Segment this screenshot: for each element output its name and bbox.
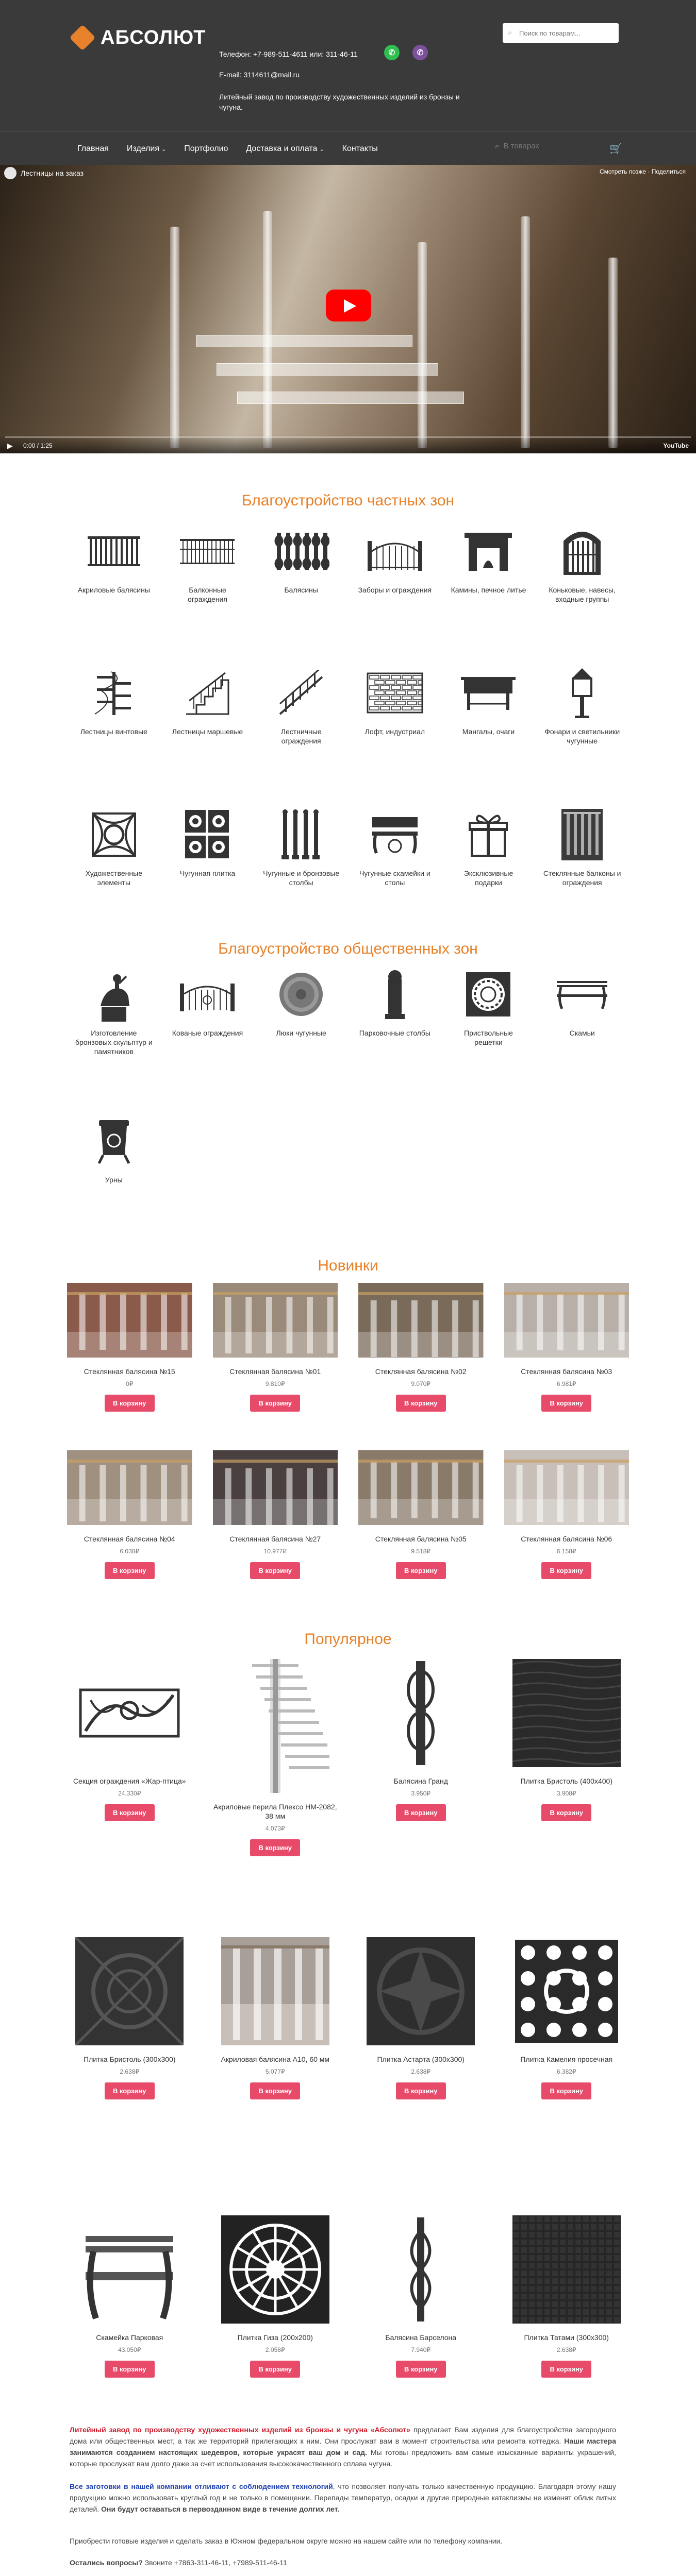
nav-portfolio[interactable]: Портфолио bbox=[184, 144, 228, 153]
popular-products bbox=[67, 1659, 629, 2494]
category-label[interactable]: Коньковые, навесы, входные группы bbox=[549, 586, 616, 603]
product-image[interactable] bbox=[512, 1937, 621, 2045]
nav-products[interactable]: Изделия ⌄ bbox=[126, 144, 167, 153]
public-category[interactable] bbox=[535, 969, 629, 1115]
product-name[interactable]: Стеклянная балясина №04 bbox=[84, 1535, 175, 1543]
product-name[interactable]: Плитка Бристоль (300х300) bbox=[84, 2055, 176, 2063]
about-paragraph-3: Приобрести готовые изделия и сделать заказ в Южном федеральном округе можно на нашем сайте или по телефону компании. bbox=[70, 2537, 503, 2545]
category-label[interactable]: Скамьи bbox=[569, 1029, 595, 1037]
header-search-input[interactable] bbox=[503, 23, 619, 43]
category-label[interactable]: Изготовление бронзовых скульптур и памятников bbox=[75, 1029, 153, 1056]
product-image[interactable] bbox=[221, 1937, 329, 2045]
product-price: 3.908₽ bbox=[556, 1790, 576, 1797]
cart-icon[interactable]: 🛒 bbox=[609, 143, 622, 155]
private-category[interactable] bbox=[535, 809, 629, 951]
about-text bbox=[70, 2424, 616, 2568]
add-to-cart-button[interactable]: В корзину bbox=[250, 1839, 300, 1856]
category-label[interactable]: Лестницы маршевые bbox=[172, 727, 243, 736]
product-card bbox=[358, 1283, 484, 1450]
product-price: 6.981₽ bbox=[556, 1380, 576, 1387]
product-name[interactable]: Стеклянная балясина №03 bbox=[521, 1367, 612, 1376]
forged-fence-icon[interactable] bbox=[161, 969, 255, 1020]
private-category[interactable] bbox=[67, 809, 161, 951]
chevron-down-icon: ⌄ bbox=[319, 146, 324, 152]
product-price: 9.810₽ bbox=[265, 1380, 285, 1387]
product-image[interactable] bbox=[504, 1450, 629, 1525]
private-category[interactable] bbox=[348, 809, 442, 951]
product-image[interactable] bbox=[75, 2215, 184, 2324]
product-price: 2.638₽ bbox=[556, 2346, 576, 2353]
category-label[interactable]: Эксклюзивные подарки bbox=[463, 869, 513, 887]
header-phone: Телефон: +7-989-511-4611 или: 311-46-11 bbox=[219, 50, 358, 58]
urn-icon[interactable] bbox=[67, 1115, 161, 1167]
add-to-cart-button[interactable]: В корзину bbox=[396, 1804, 446, 1821]
product-price: 4.073₽ bbox=[265, 1825, 285, 1832]
spiral-stair-icon[interactable] bbox=[67, 667, 161, 719]
product-price: 7.940₽ bbox=[411, 2346, 431, 2353]
video-time: 0:00 / 1:25 bbox=[23, 442, 53, 449]
private-category[interactable] bbox=[161, 667, 255, 809]
product-card bbox=[504, 1937, 629, 2215]
add-to-cart-button[interactable]: В корзину bbox=[396, 2082, 446, 2099]
product-card bbox=[67, 1937, 192, 2215]
public-category[interactable] bbox=[348, 969, 442, 1115]
product-price: 43.050₽ bbox=[118, 2346, 141, 2353]
art-element-icon[interactable] bbox=[67, 809, 161, 860]
category-label[interactable]: Чугунные и бронзовые столбы bbox=[263, 869, 340, 887]
grill-icon[interactable] bbox=[442, 667, 536, 719]
category-label[interactable]: Урны bbox=[105, 1176, 123, 1184]
acrylic-baluster-icon[interactable] bbox=[67, 526, 161, 577]
statue-icon[interactable] bbox=[67, 969, 161, 1020]
glass-railing-icon[interactable] bbox=[535, 809, 629, 860]
category-label[interactable]: Стеклянные балконы и ограждения bbox=[543, 869, 621, 887]
category-label[interactable]: Камины, печное литье bbox=[451, 586, 526, 594]
park-bench-icon[interactable] bbox=[535, 969, 629, 1020]
logo-icon bbox=[70, 25, 96, 51]
add-to-cart-button[interactable]: В корзину bbox=[396, 1562, 446, 1579]
balcony-railing-icon[interactable] bbox=[161, 526, 255, 577]
add-to-cart-button[interactable]: В корзину bbox=[541, 1395, 591, 1412]
header-email: E-mail: 3114611@mail.ru bbox=[219, 71, 300, 79]
product-name[interactable]: Стеклянная балясина №27 bbox=[229, 1535, 321, 1543]
bollard-icon[interactable] bbox=[348, 969, 442, 1020]
new-products bbox=[67, 1283, 629, 1618]
public-categories bbox=[67, 969, 629, 1262]
product-price: 24.330₽ bbox=[118, 1790, 141, 1797]
category-label[interactable]: Акриловые балясины bbox=[77, 586, 150, 594]
product-name[interactable]: Акриловые перила Плексо НМ-2082, 38 мм bbox=[213, 1803, 337, 1820]
private-category[interactable] bbox=[442, 526, 536, 667]
chevron-down-icon: ⌄ bbox=[161, 146, 167, 152]
category-label[interactable]: Кованые ограждения bbox=[172, 1029, 243, 1037]
product-card bbox=[504, 1450, 629, 1618]
product-image[interactable] bbox=[358, 1283, 484, 1358]
category-label[interactable]: Чугунные скамейки и столы bbox=[359, 869, 430, 887]
header bbox=[0, 0, 696, 131]
product-card bbox=[213, 1450, 338, 1618]
product-name[interactable]: Акриловая балясина А10, 60 мм bbox=[221, 2055, 330, 2063]
category-label[interactable]: Заборы и ограждения bbox=[358, 586, 432, 594]
product-name[interactable]: Балясина Барселона bbox=[385, 2333, 457, 2342]
product-card bbox=[213, 1937, 338, 2215]
add-to-cart-button[interactable]: В корзину bbox=[105, 1395, 155, 1412]
product-price: 2.638₽ bbox=[120, 2068, 140, 2075]
add-to-cart-button[interactable]: В корзину bbox=[250, 1395, 300, 1412]
add-to-cart-button[interactable]: В корзину bbox=[105, 1562, 155, 1579]
private-category[interactable] bbox=[535, 667, 629, 809]
private-categories bbox=[67, 526, 629, 951]
product-name[interactable]: Плитка Астарта (300х300) bbox=[377, 2055, 465, 2063]
video-player[interactable] bbox=[0, 165, 696, 453]
whatsapp-icon[interactable]: ✆ bbox=[384, 45, 400, 60]
product-price: 2.638₽ bbox=[411, 2068, 431, 2075]
private-category[interactable] bbox=[161, 526, 255, 667]
private-category[interactable] bbox=[67, 526, 161, 667]
product-card bbox=[67, 1283, 192, 1450]
add-to-cart-button[interactable]: В корзину bbox=[541, 1804, 591, 1821]
product-price: 5.077₽ bbox=[265, 2068, 285, 2075]
product-image[interactable] bbox=[75, 1937, 184, 2045]
product-card bbox=[213, 1659, 338, 1937]
section-title-popular: Популярное bbox=[304, 1631, 392, 1648]
nav-search-input[interactable] bbox=[503, 142, 581, 150]
add-to-cart-button[interactable]: В корзину bbox=[250, 1562, 300, 1579]
public-category[interactable] bbox=[67, 969, 161, 1115]
product-card bbox=[358, 1937, 484, 2215]
gift-icon[interactable] bbox=[442, 809, 536, 860]
category-label[interactable]: Лофт, индустриал bbox=[364, 727, 425, 736]
video-controls bbox=[0, 435, 696, 453]
add-to-cart-button[interactable]: В корзину bbox=[541, 2082, 591, 2099]
product-card bbox=[213, 1283, 338, 1450]
public-category[interactable] bbox=[67, 1115, 161, 1262]
product-image[interactable] bbox=[213, 1283, 338, 1358]
private-category[interactable] bbox=[442, 809, 536, 951]
private-category[interactable] bbox=[348, 667, 442, 809]
tree-grate-icon[interactable] bbox=[442, 969, 536, 1020]
product-price: 6.038₽ bbox=[120, 1548, 140, 1555]
nav-search[interactable] bbox=[495, 142, 581, 150]
category-label[interactable]: Мангалы, очаги bbox=[462, 727, 515, 736]
product-image[interactable] bbox=[358, 1450, 484, 1525]
product-card bbox=[67, 1659, 192, 1937]
product-image[interactable] bbox=[221, 1659, 329, 1793]
product-name[interactable]: Стеклянная балясина №02 bbox=[375, 1367, 467, 1376]
public-category[interactable] bbox=[442, 969, 536, 1115]
product-image[interactable] bbox=[367, 1659, 475, 1767]
product-image[interactable] bbox=[512, 1659, 621, 1767]
baluster-icon[interactable] bbox=[254, 526, 348, 577]
cast-tile-icon[interactable] bbox=[161, 809, 255, 860]
fireplace-icon[interactable] bbox=[442, 526, 536, 577]
stair-railing-icon[interactable] bbox=[254, 667, 348, 719]
logo-text: АБСОЛЮТ bbox=[101, 26, 206, 48]
loft-icon[interactable] bbox=[348, 667, 442, 719]
about-paragraph-1: Литейный завод по производству художественных изделий из бронзы и чугуна «Абсолют» предлагает Вам изделия для благоустройства загородного дома или общественных мест, а так же территорий прилегающих к ним. Они прослужат вам в момент строительства или ремонта коттеджа. Наши мастера занимаются созданием настоящих шедевров, которые украсят ваш дом и сад. Мы готовы предложить вам самые изысканные варианты украшений, которые прослужат вам долго даже за счет использования высококачественного сплава чугуна. bbox=[70, 2426, 616, 2468]
product-price: 0₽ bbox=[126, 1380, 134, 1387]
add-to-cart-button[interactable]: В корзину bbox=[396, 1395, 446, 1412]
product-name[interactable]: Стеклянная балясина №01 bbox=[229, 1367, 321, 1376]
add-to-cart-button[interactable]: В корзину bbox=[541, 1562, 591, 1579]
product-name[interactable]: Плитка Бристоль (400х400) bbox=[520, 1777, 612, 1785]
private-category[interactable] bbox=[254, 526, 348, 667]
public-category[interactable] bbox=[161, 969, 255, 1115]
nav-delivery[interactable]: Доставка и оплата ⌄ bbox=[246, 144, 324, 153]
product-card bbox=[67, 1450, 192, 1618]
public-category[interactable] bbox=[254, 969, 348, 1115]
private-category[interactable] bbox=[348, 526, 442, 667]
bench-icon[interactable] bbox=[348, 809, 442, 860]
category-label[interactable]: Балясины bbox=[284, 586, 318, 594]
product-image[interactable] bbox=[367, 2215, 475, 2324]
play-icon[interactable]: ▶ bbox=[7, 442, 13, 450]
category-label[interactable]: Люки чугунные bbox=[276, 1029, 326, 1037]
march-stair-icon[interactable] bbox=[161, 667, 255, 719]
search-icon: ⌕ bbox=[508, 28, 512, 37]
add-to-cart-button[interactable]: В корзину bbox=[250, 2082, 300, 2099]
entrance-icon[interactable] bbox=[535, 526, 629, 577]
category-label[interactable]: Балконные ограждения bbox=[188, 586, 227, 603]
section-title-private: Благоустройство частных зон bbox=[241, 492, 455, 509]
product-name[interactable]: Стеклянная балясина №05 bbox=[375, 1535, 467, 1543]
category-label[interactable]: Фонари и светильники чугунные bbox=[544, 727, 620, 745]
product-name[interactable]: Секция ограждения «Жар-птица» bbox=[73, 1777, 186, 1785]
product-image[interactable] bbox=[221, 2215, 329, 2324]
fence-icon[interactable] bbox=[348, 526, 442, 577]
product-image[interactable] bbox=[504, 1283, 629, 1358]
nav-home[interactable]: Главная bbox=[77, 144, 109, 153]
product-price: 6.158₽ bbox=[556, 1548, 576, 1555]
manhole-icon[interactable] bbox=[254, 969, 348, 1020]
product-name[interactable]: Стеклянная балясина №06 bbox=[521, 1535, 612, 1543]
about-paragraph-4: Остались вопросы? Звоните +7863-311-46-11, +7989-511-46-11 bbox=[70, 2558, 287, 2567]
video-progress[interactable] bbox=[5, 436, 691, 438]
lantern-icon[interactable] bbox=[535, 667, 629, 719]
about-paragraph-2: Все заготовки в нашей компании отливают с соблюдением технологий, что позволяет получать только качественную продукцию. Благодаря этому нашу продукцию можно использовать круглый год и не только в помещении. Перепады температур, осадки и другие природные катаклизмы не изменят облик литых деталей. Они будут оставаться в первозданном виде в течение долгих лет. bbox=[70, 2482, 616, 2513]
add-to-cart-button[interactable]: В корзину bbox=[105, 2082, 155, 2099]
product-image[interactable] bbox=[213, 1450, 338, 1525]
product-image[interactable] bbox=[67, 1450, 192, 1525]
product-name[interactable]: Плитка Татами (300х300) bbox=[524, 2333, 609, 2342]
product-price: 6.382₽ bbox=[556, 2068, 576, 2075]
product-card bbox=[504, 1659, 629, 1937]
header-description: Литейный завод по производству художественных изделий из бронзы и чугуна. bbox=[219, 93, 460, 111]
product-image[interactable] bbox=[67, 1283, 192, 1358]
section-title-new: Новинки bbox=[318, 1257, 378, 1274]
product-price: 2.058₽ bbox=[265, 2346, 285, 2353]
private-category[interactable] bbox=[442, 667, 536, 809]
product-card bbox=[504, 1283, 629, 1450]
logo[interactable] bbox=[70, 25, 206, 50]
private-category[interactable] bbox=[161, 809, 255, 951]
product-price: 10.977₽ bbox=[263, 1548, 287, 1555]
product-name[interactable]: Плитка Камелия просечная bbox=[520, 2055, 613, 2063]
product-image[interactable] bbox=[367, 1937, 475, 2045]
private-category[interactable] bbox=[254, 809, 348, 951]
viber-icon[interactable]: ✆ bbox=[412, 45, 428, 60]
product-name[interactable]: Стеклянная балясина №15 bbox=[84, 1367, 175, 1376]
pillar-icon[interactable] bbox=[254, 809, 348, 860]
category-label[interactable]: Парковочные столбы bbox=[359, 1029, 430, 1037]
video-title[interactable]: Лестницы на заказ bbox=[21, 169, 84, 177]
category-label[interactable]: Лестницы винтовые bbox=[80, 727, 147, 736]
product-image[interactable] bbox=[512, 2215, 621, 2324]
add-to-cart-button[interactable]: В корзину bbox=[541, 2361, 591, 2378]
channel-avatar[interactable] bbox=[4, 167, 16, 179]
product-price: 9.070₽ bbox=[411, 1380, 431, 1387]
main-nav bbox=[0, 131, 696, 165]
add-to-cart-button[interactable]: В корзину bbox=[105, 1804, 155, 1821]
category-label[interactable]: Художественные элементы bbox=[85, 869, 142, 887]
product-name[interactable]: Балясина Гранд bbox=[393, 1777, 448, 1785]
private-category[interactable] bbox=[535, 526, 629, 667]
section-title-public: Благоустройство общественных зон bbox=[218, 940, 478, 957]
product-name[interactable]: Плитка Гиза (200х200) bbox=[237, 2333, 313, 2342]
category-label[interactable]: Приствольные решетки bbox=[464, 1029, 513, 1046]
youtube-logo[interactable]: YouTube bbox=[663, 442, 689, 449]
product-price: 9.518₽ bbox=[411, 1548, 431, 1555]
add-to-cart-button[interactable]: В корзину bbox=[105, 2361, 155, 2378]
category-label[interactable]: Чугунная плитка bbox=[179, 869, 236, 877]
product-card bbox=[358, 1450, 484, 1618]
private-category[interactable] bbox=[67, 667, 161, 809]
product-name[interactable]: Скамейка Парковая bbox=[96, 2333, 163, 2342]
search-icon: ⌕ bbox=[495, 142, 500, 150]
private-category[interactable] bbox=[254, 667, 348, 809]
add-to-cart-button[interactable]: В корзину bbox=[396, 2361, 446, 2378]
product-image[interactable] bbox=[75, 1659, 184, 1767]
add-to-cart-button[interactable]: В корзину bbox=[250, 2361, 300, 2378]
video-share[interactable]: Смотреть позже · Поделиться bbox=[599, 168, 686, 175]
play-button[interactable] bbox=[326, 290, 371, 321]
nav-contacts[interactable]: Контакты bbox=[342, 144, 378, 153]
category-label[interactable]: Лестничные ограждения bbox=[280, 727, 322, 745]
product-price: 3.950₽ bbox=[411, 1790, 431, 1797]
product-card bbox=[358, 1659, 484, 1937]
